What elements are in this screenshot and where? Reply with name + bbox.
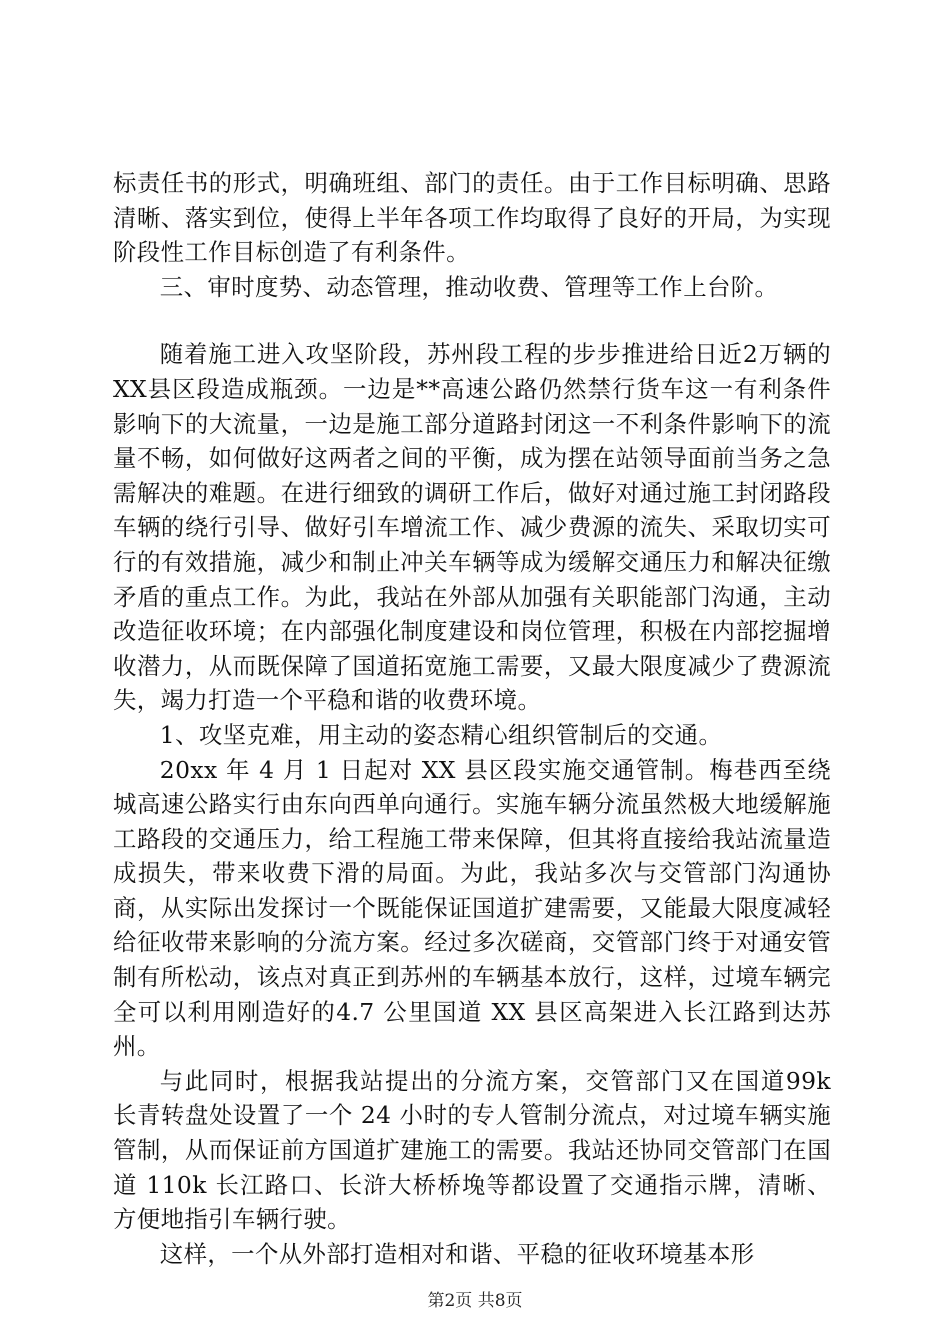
paragraph-gap bbox=[113, 304, 831, 337]
paragraph-environment: 这样，一个从外部打造相对和谐、平稳的征收环境基本形 bbox=[159, 1239, 755, 1268]
paragraph-construction-bottleneck: 随着施工进入攻坚阶段，苏州段工程的步步推进给日近2万辆的XX县区段造成瓶颈。一边是**高速公路仍然禁行货车这一有利条件影响下的大流量，一边是施工部分道路封闭这一不利条件影响下的流量不畅，如何做好这两者之间的平衡，成为摆在站领导面前当务之急需解决的难题。在进行细致的调研工作后，做好对通过施工封闭路段车辆的绕行引导、做好引车增流工作、减少费源的流失、采取切实可行的有效措施，减少和制止冲关车辆等成为缓解交通压力和解决征缴矛盾的重点工作。为此，我站在外部从加强有关职能部门沟通，主动改造征收环境；在内部强化制度建设和岗位管理，积极在内部挖掘增收潜力，从而既保障了国道拓宽施工需要，又最大限度减少了费源流失，竭力打造一个平稳和谐的收费环境。 bbox=[113, 340, 831, 715]
paragraph-continued: 标责任书的形式，明确班组、部门的责任。由于工作目标明确、思路清晰、落实到位，使得上半年各项工作均取得了良好的开局，为实现阶段性工作目标创造了有利条件。 bbox=[113, 169, 831, 267]
subheading-one: 1、攻坚克难，用主动的姿态精心组织管制后的交通。 bbox=[159, 720, 723, 749]
paragraph-traffic-control: 20xx 年 4 月 1 日起对 XX 县区段实施交通管制。梅巷西至绕城高速公路实行由东向西单向通行。实施车辆分流虽然极大地缓解施工路段的交通压力，给工程施工带来保障，但其将直接给我站流量造成损失，带来收费下滑的局面。为此，我站多次与交管部门沟通协商，从实际出发探讨一个既能保证国道扩建需要，又能最大限度减轻给征收带来影响的分流方案。经过多次磋商，交管部门终于对通安管制有所松动，该点对真正到苏州的车辆基本放行，这样，过境车辆完全可以利用刚造好的4.7 公里国道 XX 县区高架进入长江路到达苏州。 bbox=[113, 755, 831, 1061]
page-number-footer: 第2页 共8页 bbox=[427, 1291, 523, 1311]
paragraph-diversion-plan: 与此同时，根据我站提出的分流方案，交管部门又在国道99k 长青转盘处设置了一个 24 小时的专人管制分流点，对过境车辆实施管制，从而保证前方国道扩建施工的需要。我站还协同交管部门在国道 110k 长江路口、长浒大桥桥堍等都设置了交通指示牌，清晰、方便地指引车辆行驶。 bbox=[113, 1066, 831, 1234]
document-body bbox=[113, 166, 831, 1271]
section-heading-three: 三、审时度势、动态管理，推动收费、管理等工作上台阶。 bbox=[159, 272, 779, 301]
